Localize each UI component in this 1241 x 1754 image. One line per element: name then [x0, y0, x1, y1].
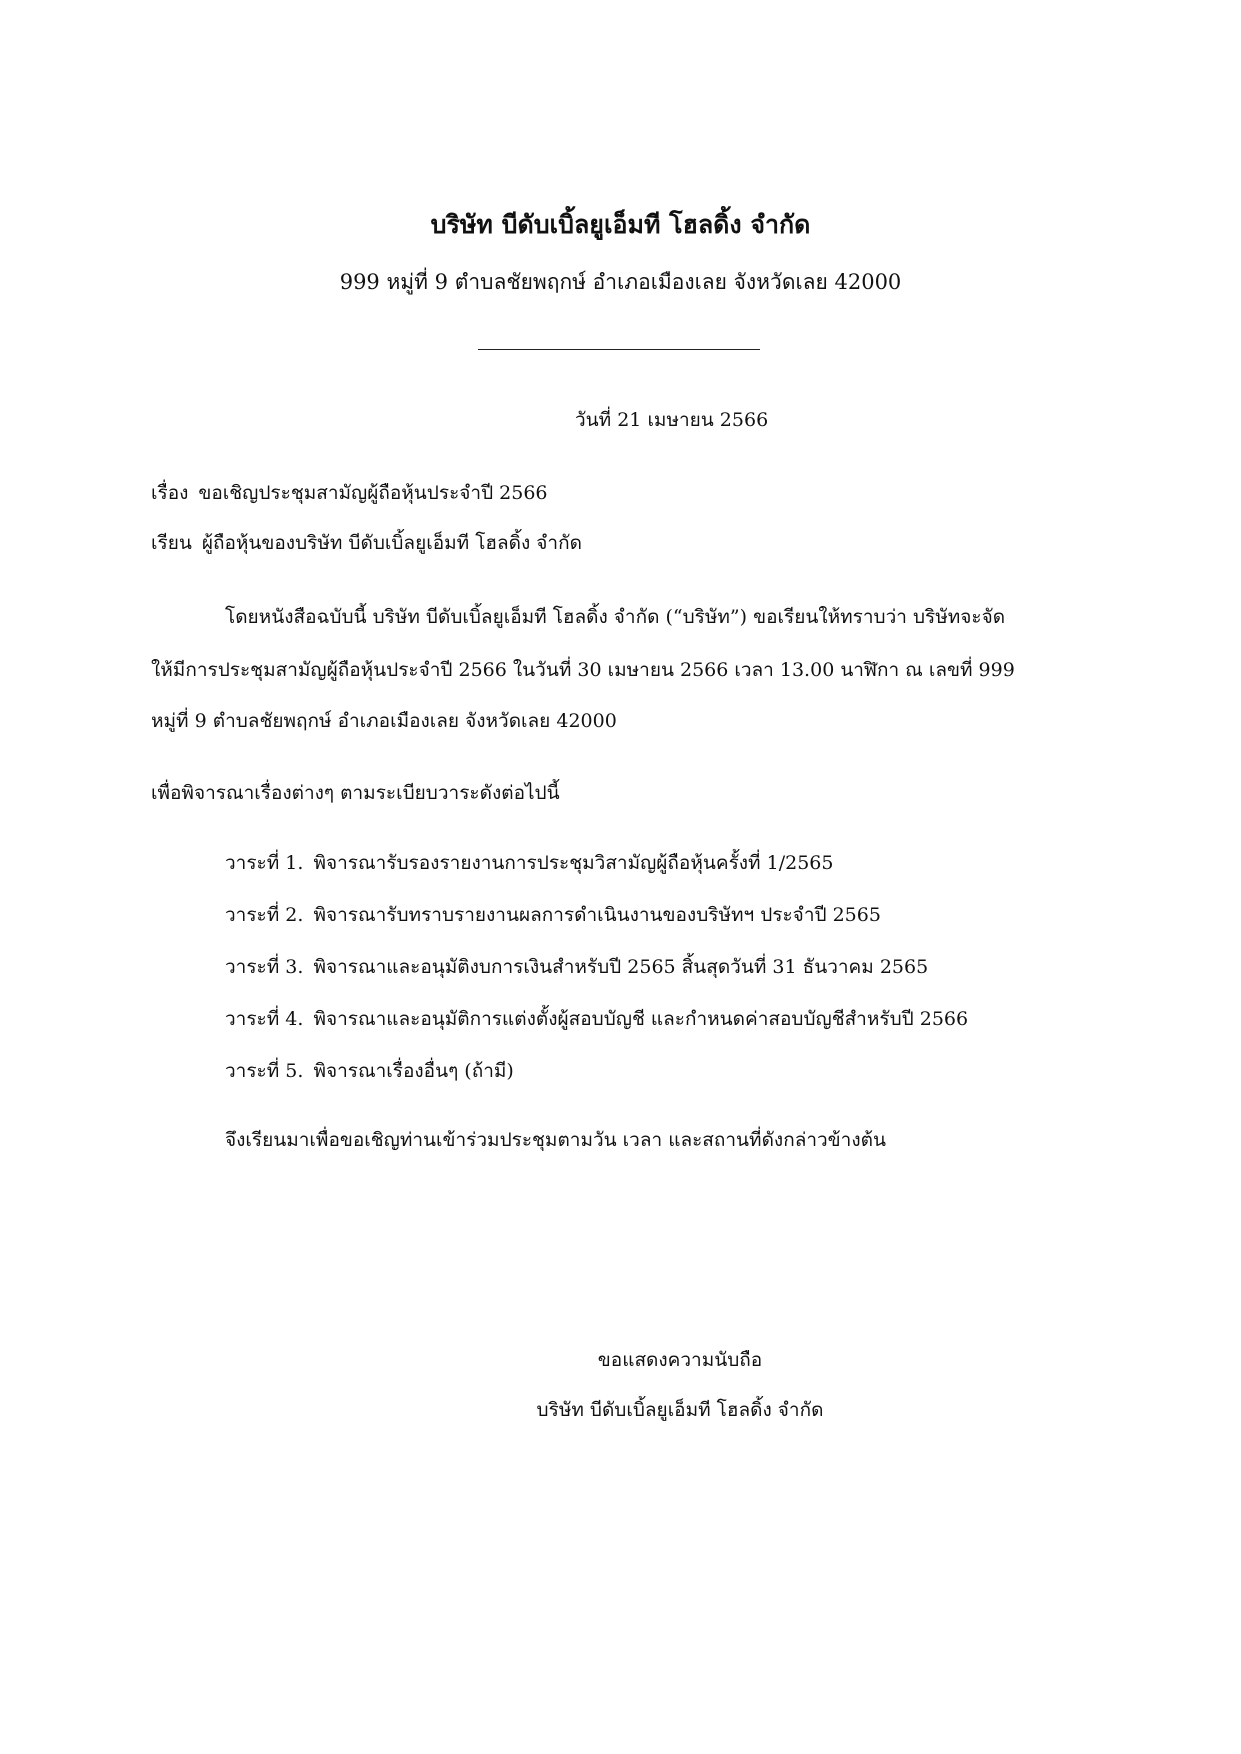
- agenda-item: [225, 848, 968, 900]
- recipient-text: ผู้ถือหุ้นของบริษัท บีดับเบิ้ลยูเอ็มที โฮลดิ้ง จำกัด: [201, 532, 582, 554]
- agenda-text: พิจารณาและอนุมัติการแต่งตั้งผู้สอบบัญชี และกำหนดค่าสอบบัญชีสำหรับปี 2566: [313, 1008, 969, 1030]
- agenda-item: [225, 1056, 968, 1108]
- recipient-line: [151, 528, 582, 558]
- closing-line: จึงเรียนมาเพื่อขอเชิญท่านเข้าร่วมประชุมตามวัน เวลา และสถานที่ดังกล่าวข้างต้น: [225, 1129, 886, 1151]
- agenda-number: วาระที่ 1.: [225, 852, 304, 874]
- agenda-number: วาระที่ 2.: [225, 904, 304, 926]
- agenda-number: วาระที่ 4.: [225, 1008, 304, 1030]
- recipient-label: เรียน: [151, 532, 192, 554]
- letter-date: วันที่ 21 เมษายน 2566: [575, 409, 769, 431]
- body-line-3: หมู่ที่ 9 ตำบลชัยพฤกษ์ อำเภอเมืองเลย จังหวัดเลย 42000: [151, 710, 617, 732]
- company-address: 999 หมู่ที่ 9 ตำบลชัยพฤกษ์ อำเภอเมืองเลย จังหวัดเลย 42000: [339, 270, 902, 294]
- agenda-intro: เพื่อพิจารณาเรื่องต่างๆ ตามระเบียบวาระดังต่อไปนี้: [151, 782, 560, 804]
- signoff-regards: ขอแสดงความนับถือ: [597, 1349, 763, 1371]
- agenda-item: [225, 900, 968, 952]
- body-line-2: ให้มีการประชุมสามัญผู้ถือหุ้นประจำปี 2566 ในวันที่ 30 เมษายน 2566 เวลา 13.00 นาฬิกา ณ เลขที่ 999: [151, 659, 1015, 681]
- subject-line: [151, 478, 548, 508]
- agenda-text: พิจารณารับทราบรายงานผลการดำเนินงานของบริษัทฯ ประจำปี 2565: [313, 904, 881, 926]
- agenda-text: พิจารณารับรองรายงานการประชุมวิสามัญผู้ถือหุ้นครั้งที่ 1/2565: [313, 852, 834, 874]
- body-line-1: โดยหนังสือฉบับนี้ บริษัท บีดับเบิ้ลยูเอ็มที โฮลดิ้ง จำกัด (“บริษัท”) ขอเรียนให้ทราบว่า บริษัทจะจัด: [225, 606, 1006, 628]
- agenda-number: วาระที่ 5.: [225, 1060, 304, 1082]
- company-name: บริษัท บีดับเบิ้ลยูเอ็มที โฮลดิ้ง จำกัด: [430, 210, 811, 239]
- agenda-text: พิจารณาและอนุมัติงบการเงินสำหรับปี 2565 สิ้นสุดวันที่ 31 ธันวาคม 2565: [313, 956, 929, 978]
- agenda-text: พิจารณาเรื่องอื่นๆ (ถ้ามี): [313, 1060, 514, 1082]
- subject-label: เรื่อง: [151, 482, 189, 504]
- subject-text: ขอเชิญประชุมสามัญผู้ถือหุ้นประจำปี 2566: [198, 482, 548, 504]
- header-divider: [478, 349, 760, 350]
- agenda-number: วาระที่ 3.: [225, 956, 304, 978]
- agenda-item: [225, 952, 968, 1004]
- signoff-company: บริษัท บีดับเบิ้ลยูเอ็มที โฮลดิ้ง จำกัด: [536, 1399, 824, 1421]
- agenda-list: [225, 848, 968, 1108]
- agenda-item: [225, 1004, 968, 1056]
